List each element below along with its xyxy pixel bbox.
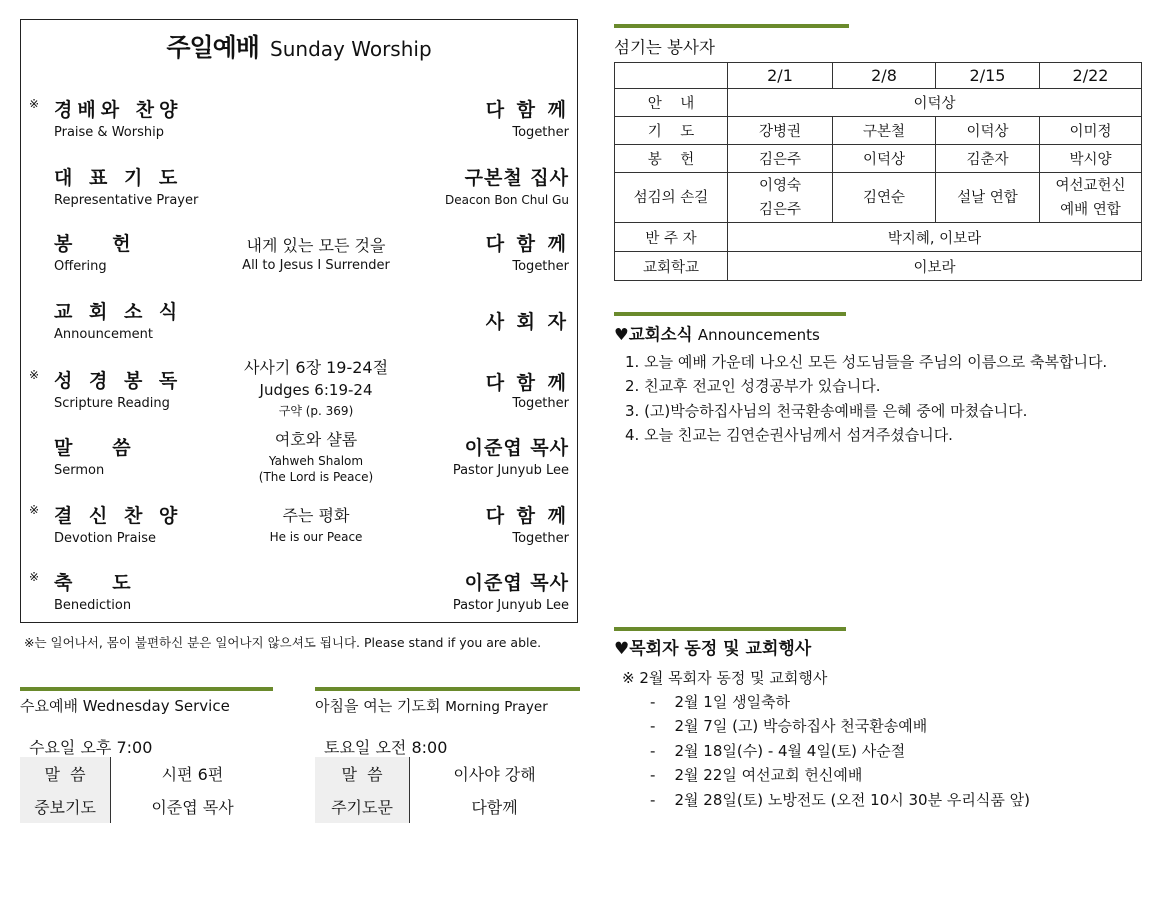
order-item-leader-ko: 다 함 께 xyxy=(485,372,569,394)
table-cell: 이덕상 xyxy=(936,117,1040,145)
table-header-cell: 2/8 xyxy=(833,63,936,89)
table-row xyxy=(615,223,1142,252)
order-item-detail xyxy=(206,355,426,419)
devotion-song-ko: 주는 평화 xyxy=(282,506,350,525)
sermon-title-ko: 여호와 샬롬 xyxy=(274,430,358,449)
table-row xyxy=(615,145,1142,173)
table-cell: 설날 연합 xyxy=(936,173,1040,223)
table-row xyxy=(615,252,1142,281)
table-cell: 이미정 xyxy=(1040,117,1142,145)
table-cell: 김춘자 xyxy=(936,145,1040,173)
table-row xyxy=(315,790,579,823)
event-item: - 2월 28일(토) 노방전도 (오전 10시 30분 우리식품 앞) xyxy=(650,791,1030,809)
table-cell-label: 안 내 xyxy=(615,89,728,117)
table-cell-label: 중보기도 xyxy=(20,790,111,823)
hymn-title-ko: 내게 있는 모든 것을 xyxy=(246,236,386,255)
order-item-title-en: Praise & Worship xyxy=(54,125,164,140)
table-row xyxy=(615,173,1142,223)
order-item-title-ko: 결 신 찬 양 xyxy=(54,505,183,527)
table-cell-label: 말 씀 xyxy=(20,757,111,790)
event-item: - 2월 22일 여선교회 헌신예배 xyxy=(650,766,863,784)
order-item-title-ko: 성 경 봉 독 xyxy=(54,370,183,392)
table-cell-label: 주기도문 xyxy=(315,790,410,823)
announcements-title-ko: ♥교회소식 xyxy=(614,325,693,344)
order-item xyxy=(21,95,577,155)
table-row xyxy=(20,757,274,790)
scripture-page: 구약 (p. 369) xyxy=(278,404,354,418)
cell-line: 이영숙 xyxy=(758,177,802,194)
order-item xyxy=(21,568,577,628)
table-cell: 김은주 xyxy=(728,145,833,173)
order-item-leader-en: Together xyxy=(512,531,569,546)
announcements-header xyxy=(614,321,820,345)
table-cell-label: 섬김의 손길 xyxy=(615,173,728,223)
order-item xyxy=(21,229,577,289)
order-item-title-en: Announcement xyxy=(54,327,153,342)
order-item-title-ko: 말 씀 xyxy=(54,437,136,459)
table-header-cell xyxy=(615,63,728,89)
table-cell: 박시양 xyxy=(1040,145,1142,173)
table-cell-value: 다함께 xyxy=(471,798,518,817)
morning-table xyxy=(315,757,579,823)
table-header-row xyxy=(615,63,1142,89)
morning-title-en: Morning Prayer xyxy=(445,699,548,715)
order-item-title-ko: 축 도 xyxy=(54,572,136,594)
announcement-item: 2. 친교후 전교인 성경공부가 있습니다. xyxy=(625,377,881,395)
order-item xyxy=(21,163,577,223)
worship-title xyxy=(21,28,577,64)
morning-title-ko: 아침을 여는 기도회 xyxy=(315,697,441,715)
order-item-leader-en: Together xyxy=(512,125,569,140)
volunteers-title: 섬기는 봉사자 xyxy=(614,38,715,57)
table-cell-label: 봉 헌 xyxy=(615,145,728,173)
order-item-leader-ko: 구본철 집사 xyxy=(464,167,569,189)
event-item: - 2월 18일(수) - 4월 4일(토) 사순절 xyxy=(650,742,906,760)
standing-note: ※는 일어나서, 몸이 불편하신 분은 일어나지 않으셔도 됩니다. Please stand if you are able. xyxy=(24,635,542,650)
order-item xyxy=(21,358,577,426)
announcement-item: 4. 오늘 친교는 김연순권사님께서 섬겨주셨습니다. xyxy=(625,426,953,444)
order-item-leader-en: Deacon Bon Chul Gu xyxy=(445,193,569,207)
event-item: - 2월 7일 (고) 박승하집사 천국환송예배 xyxy=(650,717,928,735)
order-item-leader-ko: 다 함 께 xyxy=(485,233,569,255)
table-cell-value: 이준엽 목사 xyxy=(151,798,234,817)
volunteers-header-bar xyxy=(614,24,849,28)
order-item-title-en: Sermon xyxy=(54,463,105,478)
events-title: ♥목회자 동정 및 교회행사 xyxy=(614,639,812,659)
table-cell: 이보라 xyxy=(728,252,1142,281)
order-item-title-en: Benediction xyxy=(54,598,132,613)
order-item-leader-en: Pastor Junyub Lee xyxy=(452,598,569,613)
table-cell-value: 이사야 강해 xyxy=(453,765,536,784)
stand-mark: ※ xyxy=(29,368,40,382)
announcement-item: 1. 오늘 예배 가운데 나오신 모든 성도님들을 주님의 이름으로 축복합니다. xyxy=(625,353,1108,371)
cell-line: 여선교헌신 xyxy=(1055,177,1126,194)
sunday-worship-box xyxy=(20,19,578,623)
table-cell xyxy=(1040,173,1142,223)
wednesday-header xyxy=(20,695,230,716)
worship-title-en: Sunday Worship xyxy=(270,37,432,61)
wednesday-time: 수요일 오후 7:00 xyxy=(29,738,153,757)
table-cell-label: 기 도 xyxy=(615,117,728,145)
order-item-leader-ko: 이준엽 목사 xyxy=(464,572,569,594)
wednesday-title-ko: 수요예배 xyxy=(20,697,78,715)
order-item-title-en: Devotion Praise xyxy=(54,531,156,546)
order-item-title-ko: 교 회 소 식 xyxy=(54,301,183,323)
table-cell-label: 교회학교 xyxy=(615,252,728,281)
table-cell-value: 시편 6편 xyxy=(161,765,224,784)
events-header-bar xyxy=(614,627,846,631)
order-item-leader-en: Together xyxy=(512,259,569,274)
order-item-title-en: Offering xyxy=(54,259,107,274)
order-item xyxy=(21,297,577,357)
announcements-title-en: Announcements xyxy=(697,326,820,344)
order-item-leader-en: Pastor Junyub Lee xyxy=(452,463,569,478)
devotion-song-en: He is our Peace xyxy=(269,530,363,544)
order-item-title-ko: 대 표 기 도 xyxy=(54,167,183,189)
worship-title-ko: 주일예배 xyxy=(166,33,259,62)
table-row xyxy=(615,89,1142,117)
stand-mark: ※ xyxy=(29,97,40,111)
order-item-title-ko: 경배와 찬양 xyxy=(54,99,183,121)
events-subtitle: ※ 2월 목회자 동정 및 교회행사 xyxy=(622,669,828,687)
order-item-detail xyxy=(206,427,426,484)
table-cell: 강병권 xyxy=(728,117,833,145)
table-cell: 이덕상 xyxy=(728,89,1142,117)
order-item-leader-ko: 다 함 께 xyxy=(485,505,569,527)
table-row xyxy=(315,757,579,790)
table-cell: 박지혜, 이보라 xyxy=(728,223,1142,252)
cell-line: 예배 연합 xyxy=(1060,201,1121,218)
scripture-en: Judges 6:19-24 xyxy=(259,381,373,399)
table-cell: 이덕상 xyxy=(833,145,936,173)
table-row xyxy=(20,790,274,823)
announcement-item: 3. (고)박승하집사님의 천국환송예배를 은혜 중에 마쳤습니다. xyxy=(625,402,1028,420)
order-item xyxy=(21,430,577,493)
order-item-detail xyxy=(206,503,426,544)
sermon-title-en: Yahweh Shalom xyxy=(268,454,364,468)
table-row xyxy=(615,117,1142,145)
order-item xyxy=(21,501,577,561)
table-header-cell: 2/1 xyxy=(728,63,833,89)
table-header-cell: 2/15 xyxy=(936,63,1040,89)
table-cell-label: 말 씀 xyxy=(315,757,410,790)
order-item-leader-ko: 다 함 께 xyxy=(485,99,569,121)
stand-mark: ※ xyxy=(29,570,40,584)
table-header-cell: 2/22 xyxy=(1040,63,1142,89)
hymn-title-en: All to Jesus I Surrender xyxy=(242,258,390,273)
table-cell xyxy=(728,173,833,223)
order-item-detail xyxy=(206,233,426,273)
order-item-title-ko: 봉 헌 xyxy=(54,233,136,255)
volunteers-table xyxy=(614,62,1142,281)
order-item-leader-en: Together xyxy=(512,396,569,411)
sermon-subtitle: (The Lord is Peace) xyxy=(258,470,374,484)
morning-header xyxy=(315,695,548,716)
order-item-leader-ko: 사 회 자 xyxy=(485,311,569,333)
cell-line: 김은주 xyxy=(758,201,802,218)
scripture-ko: 사사기 6장 19-24절 xyxy=(243,358,389,377)
wednesday-table xyxy=(20,757,274,823)
stand-mark: ※ xyxy=(29,503,40,517)
morning-header-bar xyxy=(315,687,580,691)
table-cell: 구본철 xyxy=(833,117,936,145)
order-item-leader-ko: 이준엽 목사 xyxy=(464,437,569,459)
table-cell-label: 반 주 자 xyxy=(615,223,728,252)
event-item: - 2월 1일 생일축하 xyxy=(650,693,791,711)
wednesday-header-bar xyxy=(20,687,273,691)
table-cell: 김연순 xyxy=(833,173,936,223)
order-item-title-en: Representative Prayer xyxy=(54,193,199,208)
wednesday-title-en: Wednesday Service xyxy=(82,697,230,715)
order-item-title-en: Scripture Reading xyxy=(54,396,170,411)
morning-time: 토요일 오전 8:00 xyxy=(324,738,448,757)
announcements-header-bar xyxy=(614,312,846,316)
